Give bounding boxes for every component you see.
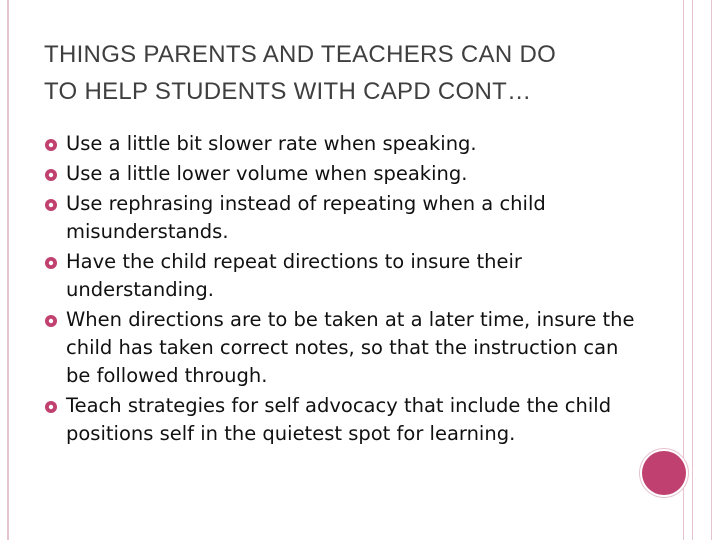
bullet-text: Teach strategies for self advocacy that include the child positions self in the quietest spot for learning. — [66, 394, 612, 445]
right-border-line-2 — [692, 0, 693, 540]
bullet-list — [44, 130, 644, 450]
bullet-text: Have the child repeat directions to insure their understanding. — [66, 250, 522, 301]
bullet-item — [44, 392, 644, 448]
slide-title-line-1: THINGS PARENTS AND TEACHERS CAN DO — [44, 41, 557, 68]
bullet-item — [44, 248, 644, 304]
gear-bullet-icon — [44, 198, 58, 212]
gear-bullet-icon — [44, 256, 58, 270]
bullet-text: When directions are to be taken at a later time, insure the child has taken correct notes, so that the instruction can be followed through. — [66, 308, 635, 387]
gear-bullet-icon — [44, 138, 58, 152]
slide-title — [44, 36, 644, 110]
bullet-text: Use rephrasing instead of repeating when a child misunderstands. — [66, 192, 546, 243]
bullet-text: Use a little lower volume when speaking. — [66, 162, 468, 185]
gear-bullet-icon — [44, 314, 58, 328]
right-border-line-3 — [711, 0, 712, 540]
gear-bullet-icon — [44, 168, 58, 182]
left-border-line — [7, 0, 9, 540]
right-border-line-1 — [683, 0, 684, 540]
gear-bullet-icon — [44, 400, 58, 414]
decorative-circle — [642, 451, 686, 495]
bullet-text: Use a little bit slower rate when speaking. — [66, 132, 477, 155]
bullet-item — [44, 190, 644, 246]
bullet-item — [44, 130, 644, 158]
slide-title-line-2: TO HELP STUDENTS WITH CAPD CONT… — [44, 78, 532, 105]
bullet-item — [44, 160, 644, 188]
bullet-item — [44, 306, 644, 390]
